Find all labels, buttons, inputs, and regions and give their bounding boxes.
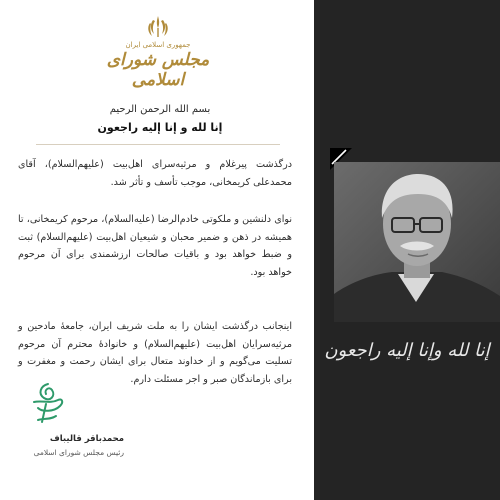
org-name-logo: مجلس شورای اسلامی — [106, 50, 210, 90]
portrait-illustration — [334, 162, 500, 322]
signature-name: محمدباقر قالیباف — [49, 434, 124, 444]
message-paragraph-1: درگذشت پیرغلام و مرثیه‌سرای اهل‌بیت (علیهم‌السلام)، آقای محمدعلی کریمخانی، موجب تأسف و تأثر شد. — [18, 159, 292, 188]
bismillah-line: بسم الله الرحمن الرحیم — [109, 104, 211, 115]
memorial-calligraphy: إنا لله وإنا إليه راجعون — [324, 340, 490, 361]
signature-title: رئیس مجلس شورای اسلامی — [33, 448, 124, 457]
signature-scribble-icon — [28, 380, 68, 426]
message-paragraph-2: نوای دلنشین و ملکوتی خادم‌الرضا (علیه‌السلام)، مرحوم کریمخانی، تا همیشه در ذهن و ضمیر محبان و شیعیان اهل‌بیت (علیهم‌السلام) ثبت و ضبط خواهد بود و باقیات صالحات ارزشمندی برای آن مرحوم خواهد بود. — [18, 214, 292, 278]
deceased-portrait-photo — [334, 162, 500, 322]
message-paragraph-3: اینجانب درگذشت ایشان را به ملت شریف ایران، جامعهٔ مادحین و مرثیه‌سرایان اهل‌بیت (علیهم‌السلام) و خانوادهٔ محترم آن مرحوم تسلیت می‌گویم و از خداوند متعال برای ایشان رحمت و مغفرت و برای بازماندگان صبر و اجر مسئلت دارم. — [18, 321, 292, 385]
inna-lillah-heading: إنا لله و إنا إلیه راجعون — [97, 121, 223, 134]
divider — [36, 144, 280, 145]
org-subtitle: جمهوری اسلامی ایران — [125, 41, 191, 49]
iran-emblem-icon — [145, 14, 171, 40]
